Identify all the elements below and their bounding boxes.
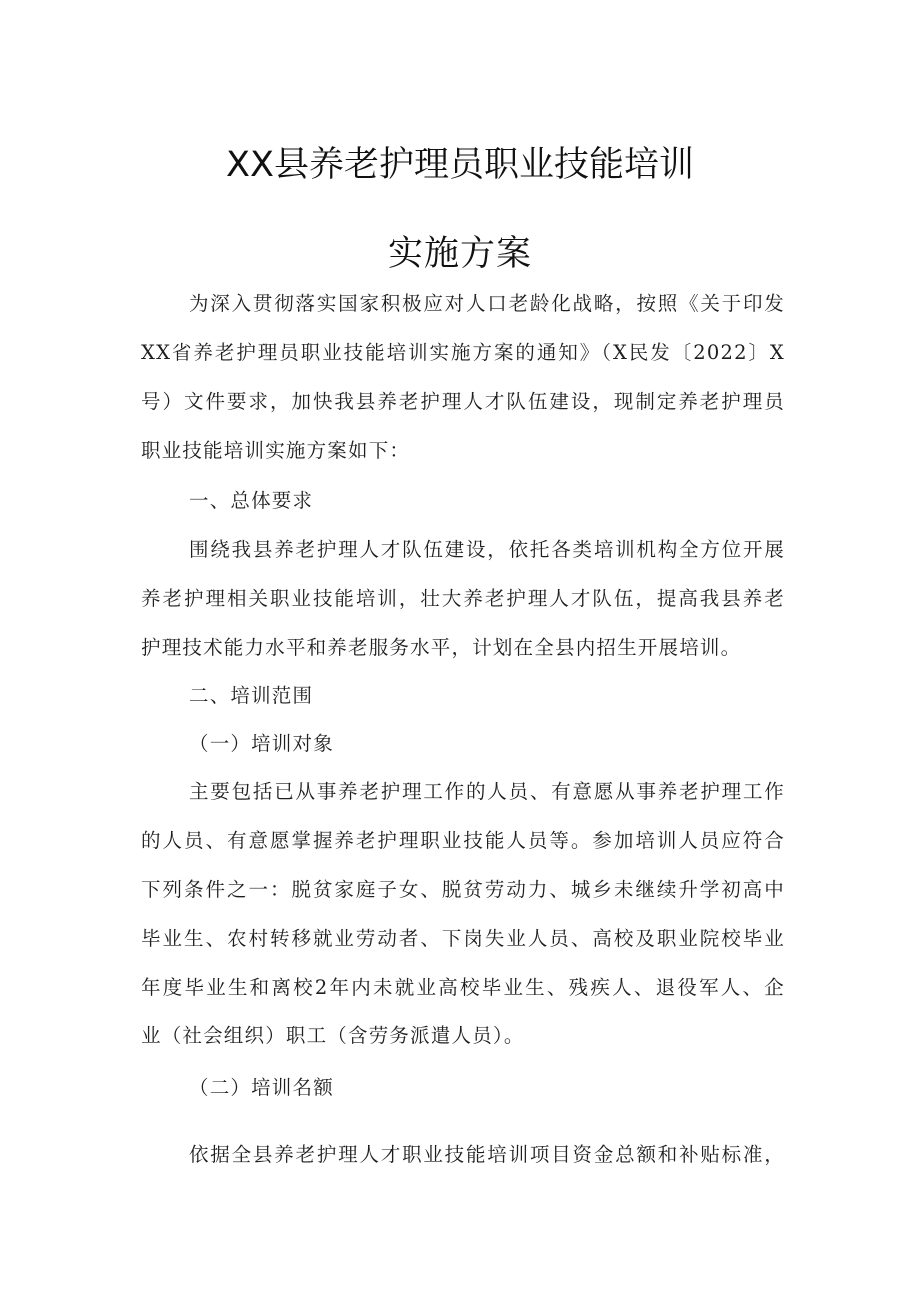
document-title-line1: XX县养老护理员职业技能培训 — [226, 145, 694, 185]
section-body-line: 围绕我县养老护理人才队伍建设，依托各类培训机构全方位开展 — [189, 538, 785, 561]
intro-line: 号）文件要求，加快我县养老护理人才队伍建设，现制定养老护理员 — [141, 390, 785, 413]
intro-line: 为深入贯彻落实国家积极应对人口老龄化战略，按照《关于印发 — [189, 292, 785, 315]
section-body-line: 业（社会组织）职工（含劳务派遣人员）。 — [141, 1024, 525, 1047]
document-title-line2: 实施方案 — [387, 234, 532, 274]
section-body-line: 下列条件之一：脱贫家庭子女、脱贫劳动力、城乡未继续升学初高中 — [141, 878, 785, 901]
section-body-line: 护理技术能力水平和养老服务水平，计划在全县内招生开展培训。 — [141, 636, 742, 659]
section-body-line: 的人员、有意愿掌握养老护理职业技能人员等。参加培训人员应符合 — [141, 829, 785, 852]
subsection-heading: （一）培训对象 — [189, 732, 334, 755]
section-body-line: 养老护理相关职业技能培训，壮大养老护理人才队伍，提高我县养老 — [141, 587, 785, 610]
intro-line: XX省养老护理员职业技能培训实施方案的通知》（X民发〔2022〕X — [141, 341, 785, 364]
subsection-heading: （二）培训名额 — [189, 1076, 334, 1099]
section-body-line: 依据全县养老护理人才职业技能培训项目资金总额和补贴标准， — [189, 1143, 785, 1166]
section-body-line: 年度毕业生和离校2年内未就业高校毕业生、残疾人、退役军人、企 — [141, 976, 785, 999]
section-heading: 二、培训范围 — [189, 684, 314, 707]
section-body-line: 毕业生、农村转移就业劳动者、下岗失业人员、高校及职业院校毕业 — [141, 927, 785, 950]
section-heading: 一、总体要求 — [189, 489, 314, 512]
section-body-line: 主要包括已从事养老护理工作的人员、有意愿从事养老护理工作 — [189, 780, 785, 803]
intro-line: 职业技能培训实施方案如下： — [141, 439, 411, 462]
